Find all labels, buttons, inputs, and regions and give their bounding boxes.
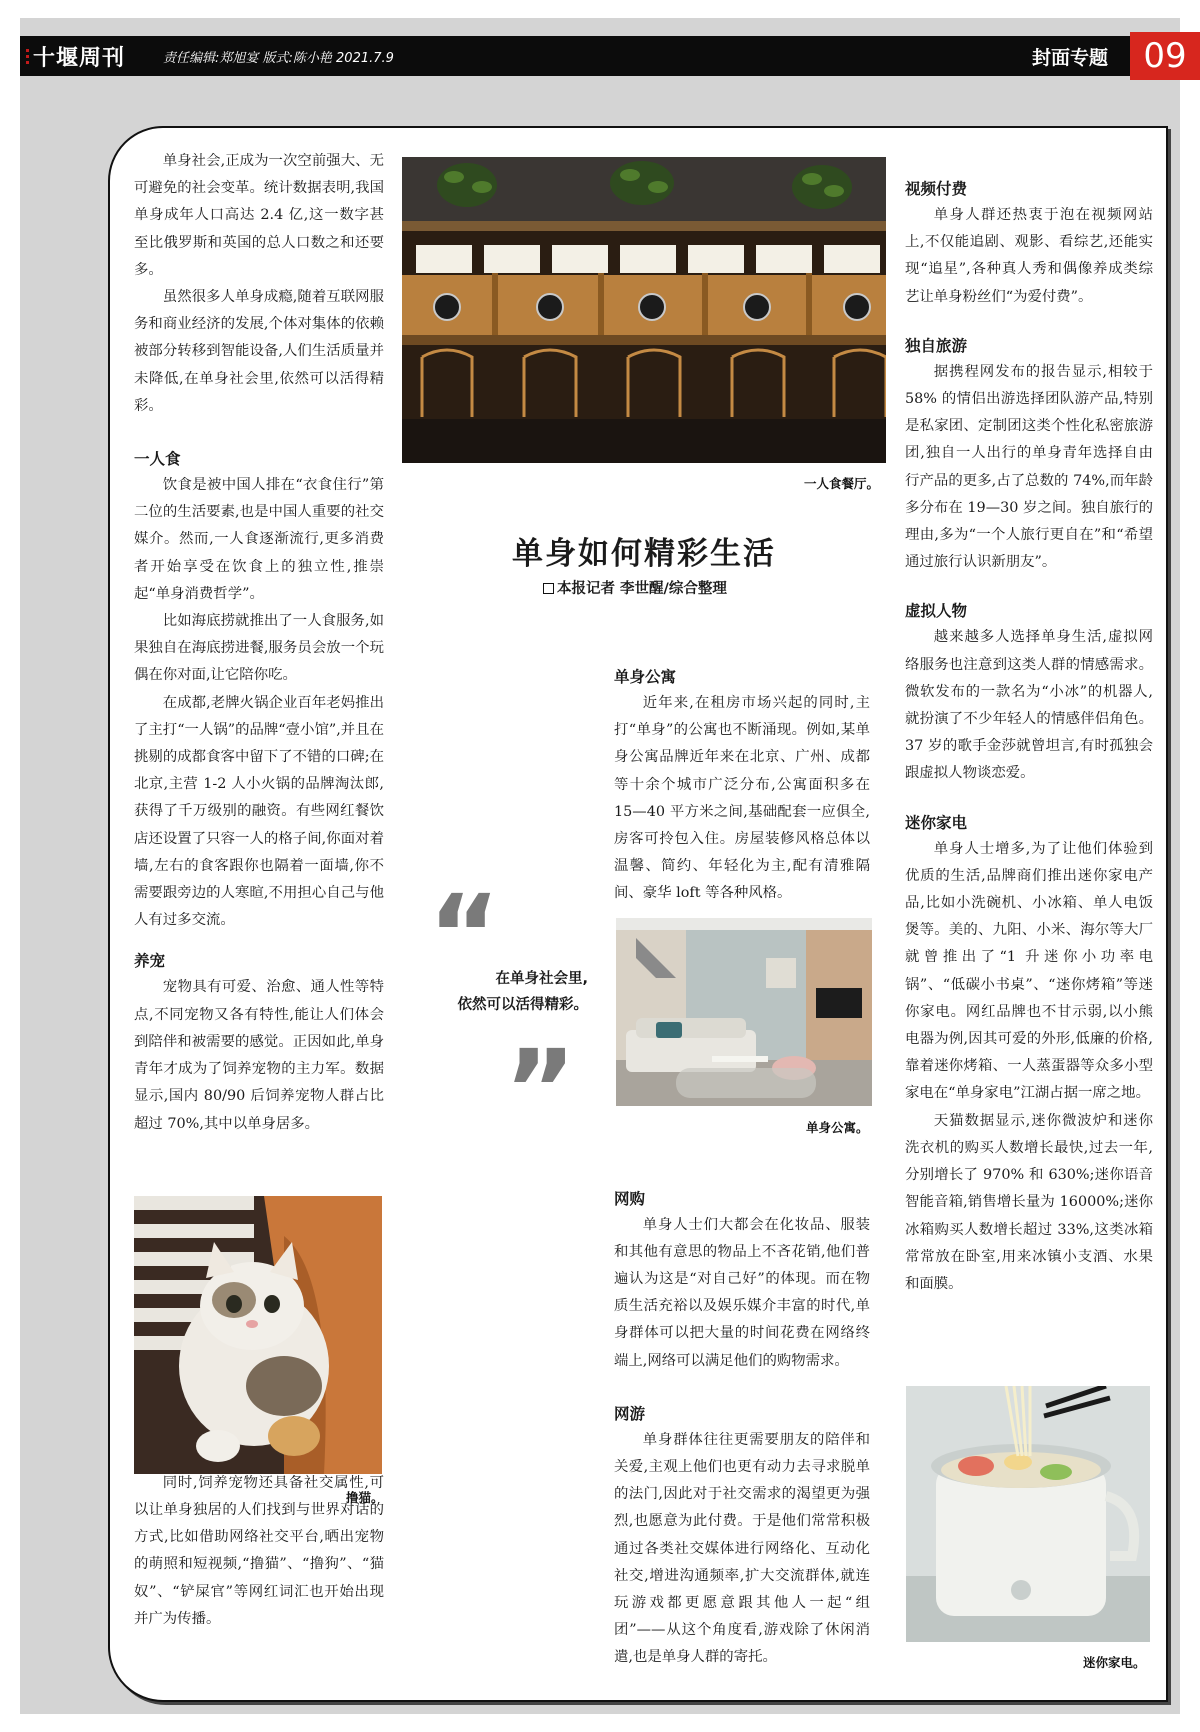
section-heading-pets: 养宠 — [134, 952, 166, 971]
section-title: 封面专题 — [1032, 47, 1109, 69]
body-paragraph: 单身人士们大都会在化妆品、服装和其他有意思的物品上不吝花销,他们普遍认为这是“对自己好”的体现。而在物质生活充裕以及娱乐媒介丰富的时代,单身群体可以把大量的时间花费在网络终端上,网络可以满足他们的购物需求。 — [614, 1216, 870, 1369]
pull-quote — [410, 966, 588, 1018]
section-heading-appliances: 迷你家电 — [905, 813, 968, 832]
page-number: 09 — [1130, 32, 1200, 80]
section-heading-travel: 独自旅游 — [905, 336, 968, 355]
body-paragraph: 单身人士增多,为了让他们体验到优质的生活,品牌商们推出迷你家电产品,比如小洗碗机、小冰箱、单人电饭煲等。美的、九阳、小米、海尔等大厂就曾推出了“1 升迷你小功率电锅”、“低碳小书桌”、“迷你烤箱”等迷你家电。网红品牌也不甘示弱,以小熊电器为例,因其可爱的外形,低廉的价格,靠着迷你烤箱、一人蒸蛋器等众多小型家电在“单身家电”江湖占据一席之地。 — [905, 840, 1153, 1102]
mini-appliance-photo — [906, 1386, 1150, 1642]
pull-quote-line: 依然可以活得精彩。 — [457, 997, 588, 1013]
section-heading-virtual: 虚拟人物 — [905, 602, 968, 621]
section-heading-gaming: 网游 — [614, 1404, 646, 1423]
section-heading-video: 视频付费 — [905, 180, 968, 198]
masthead-title: 十堰周刊 — [33, 44, 126, 71]
byline — [543, 577, 727, 598]
body-paragraph: 单身人群还热衷于泡在视频网站上,不仅能追剧、观影、看综艺,还能实现“追星”,各种真人秀和偶像养成类综艺让单身粉丝们“为爱付费”。 — [905, 207, 1153, 305]
intro-paragraph: 单身社会,正成为一次空前强大、无可避免的社会变革。统计数据表明,我国单身成年人口高达 2.4 亿,这一数字甚至比俄罗斯和英国的总人口数之和还要多。 — [134, 153, 384, 278]
restaurant-photo — [402, 157, 886, 463]
cat-photo — [134, 1196, 382, 1474]
body-paragraph: 同时,饲养宠物还具备社交属性,可以让单身独居的人们找到与世界对话的方式,比如借助网络社交平台,晒出宠物的萌照和短视频,“撸猫”、“撸狗”、“猫奴”、“铲屎官”等网红词汇也开始出现并广为传播。 — [134, 1474, 384, 1627]
apartment-caption: 单身公寓。 — [806, 1120, 869, 1135]
body-paragraph: 据携程网发布的报告显示,相较于 58% 的情侣出游选择团队游产品,特别是私家团、定制团这类个性化私密旅游团,独自一人出行的单身青年选择自由行产品的更多,占了总数的 74%,而年龄多分布在 19—30 岁之间。独自旅行的理由,多为“一个人旅行更自在”和“希望通过旅行认识新朋友”。 — [905, 363, 1153, 571]
section-heading-dining: 一人食 — [134, 450, 181, 469]
body-paragraph: 在成都,老牌火锅企业百年老妈推出了主打“一人锅”的品牌“壹小馆”,并且在挑剔的成都食客中留下了不错的口碑;在北京,主营 1-2 人小火锅的品牌淘汰郎,获得了千万级别的融资。有些网红餐饮店还设置了只容一人的格子间,你面对着墙,左右的食客跟你也隔着一面墙,你不需要跟旁边的人寒暄,不用担心自己与他人有过多交流。 — [134, 694, 384, 929]
pull-quote-line: 在单身社会里, — [495, 971, 588, 987]
body-paragraph: 单身群体往往更需要朋友的陪伴和关爱,主观上他们也更有动力去寻求脱单的法门,因此对于社交需求的渴望更为强烈,也愿意为此付费。于是他们常常积极通过各类社交媒体进行网络化、互动化社交,增进沟通频率,扩大交流群体,就连玩游戏都更愿意跟其他人一起“组团”——从这个角度看,游戏除了休闲消遣,也是单身人群的寄托。 — [614, 1431, 870, 1666]
editor-info: 责任编辑:郑旭宴 版式:陈小艳 2021.7.9 — [163, 51, 394, 66]
section-heading-apartment: 单身公寓 — [614, 668, 677, 686]
body-paragraph: 近年来,在租房市场兴起的同时,主打“单身”的公寓也不断涌现。例如,某单身公寓品牌近年来在北京、广州、成都等十余个城市广泛分布,公寓面积多在 15—40 平方米之间,基础配套一应俱全,房客可拎包入住。房屋装修风格总体以温馨、简约、年轻化为主,配有清雅隔间、豪华 loft 等各种风格。 — [614, 695, 870, 902]
page-header — [20, 36, 1187, 76]
logo-bars-icon — [26, 49, 29, 64]
apartment-photo — [616, 918, 872, 1106]
body-paragraph: 宠物具有可爱、治愈、通人性等特点,不同宠物又各有特性,能让人们体会到陪伴和被需要的感觉。正因如此,单身青年才成为了饲养宠物的主力军。数据显示,国内 80/90 后饲养宠物人群占比超过 70%,其中以单身居多。 — [134, 979, 384, 1132]
column-4 — [905, 176, 1153, 1298]
body-paragraph: 比如海底捞就推出了一人食服务,如果独自在海底捞进餐,服务员会放一个玩偶在你对面,让它陪你吃。 — [134, 613, 384, 684]
open-quote-icon: “ — [428, 871, 501, 999]
mini-appliance-caption: 迷你家电。 — [1083, 1655, 1146, 1670]
body-paragraph: 饮食是被中国人排在“衣食住行”第二位的生活要素,也是中国人重要的社交媒介。然而,一人食逐渐流行,更多消费者开始享受在饮食上的独立性,推崇起“单身消费哲学”。 — [134, 477, 384, 602]
headline: 单身如何精彩生活 — [512, 536, 776, 572]
section-heading-shopping: 网购 — [614, 1189, 646, 1208]
body-paragraph: 天猫数据显示,迷你微波炉和迷你洗衣机的购买人数增长最快,过去一年,分别增长了 970% 和 630%;迷你语音智能音箱,销售增长量为 16000%;迷你冰箱购买人数增长超过 33%,这类冰箱常常放在卧室,用来冰镇小支酒、水果和面膜。 — [905, 1112, 1153, 1292]
column-3 — [614, 664, 870, 1672]
cat-caption: 撸猫。 — [346, 1490, 384, 1505]
byline-text: 本报记者 李世醒/综合整理 — [557, 581, 727, 597]
byline-box-icon — [543, 583, 554, 594]
masthead-logo — [26, 39, 146, 73]
restaurant-caption: 一人食餐厅。 — [804, 476, 880, 491]
intro-paragraph: 虽然很多人单身成瘾,随着互联网服务和商业经济的发展,个体对集体的依赖被部分转移到智能设备,人们生活质量并未降低,在单身社会里,依然可以活得精彩。 — [134, 289, 384, 414]
body-paragraph: 越来越多人选择单身生活,虚拟网络服务也注意到这类人群的情感需求。微软发布的一款名为“小冰”的机器人,就扮演了不少年轻人的情感伴侣角色。37 岁的歌手金莎就曾坦言,有时孤独会跟虚拟人物谈恋爱。 — [905, 629, 1153, 782]
close-quote-icon: ” — [504, 1026, 577, 1154]
